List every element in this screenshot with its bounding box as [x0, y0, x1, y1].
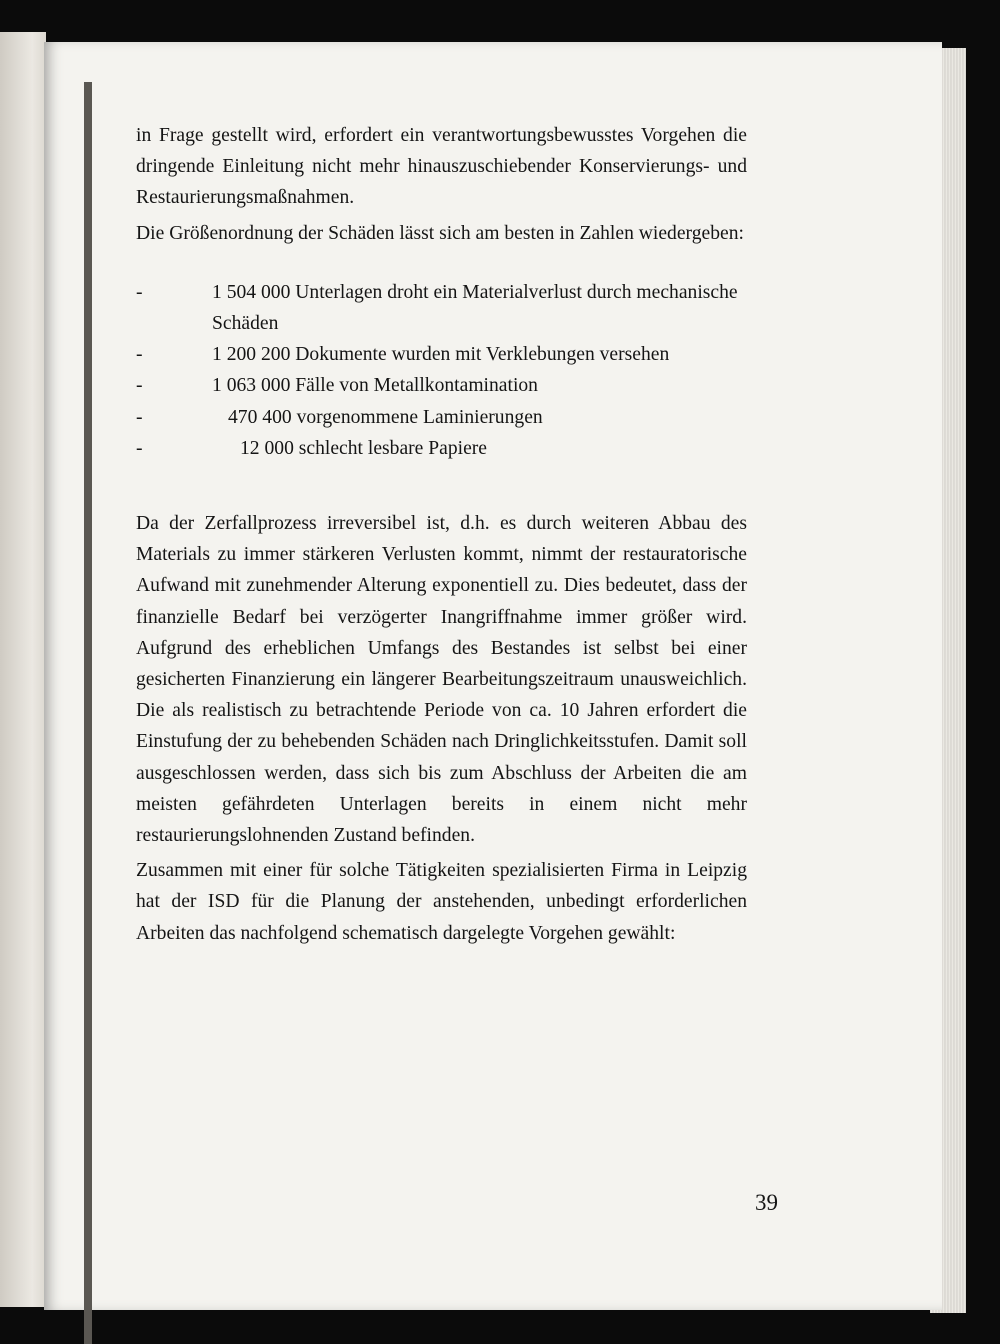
list-item: [136, 402, 747, 433]
list-item: [136, 433, 747, 464]
list-dash: -: [136, 281, 143, 303]
list-item: [136, 277, 747, 339]
paragraph-2: Die Größenordnung der Schäden lässt sich am besten in Zahlen wiedergeben:: [136, 222, 744, 244]
paragraph-4: Zusammen mit einer für solche Tätigkeiten spezialisierten Firma in Leipzig hat der ISD für die Planung der anstehenden, unbedingt erforderlichen Arbeiten das nachfolgend schematisch dargelegte Vorgehen gewählt:: [136, 860, 747, 944]
page-text: [136, 120, 747, 949]
list-dash: -: [136, 344, 143, 366]
paragraph-3: Da der Zerfallprozess irreversibel ist, d.h. es durch weiteren Abbau des Materials zu immer stärkeren Verlusten kommt, nimmt der restauratorische Aufwand mit zunehmender Alterung exponentiell zu. Dies bedeutet, dass der finanzielle Bedarf bei verzögerter Inangriffnahme immer größer wird. Aufgrund des erheblichen Umfangs des Bestandes ist selbst bei einer gesicherten Finanzierung ein längerer Bearbeitungszeitraum unausweichlich. Die als realistisch zu betrachtende Periode von ca. 10 Jahren erfordert die Einstufung der zu behebenden Schäden nach Dringlichkeitsstufen. Damit soll ausgeschlossen werden, dass sich bis zum Abschluss der Arbeiten die am meisten gefährdeten Unterlagen bereits in einem nicht mehr restaurierungslohnenden Zustand befinden.: [136, 513, 747, 847]
list-dash: -: [136, 375, 143, 397]
spine-shadow: [84, 82, 92, 1344]
list-item-text: 12 000 schlecht lesbare Papiere: [240, 437, 488, 459]
list-dash: -: [136, 437, 143, 459]
page-number: 39: [755, 1190, 778, 1215]
list-dash: -: [136, 406, 143, 428]
list-item: [136, 339, 747, 370]
paragraph-1: in Frage gestellt wird, erfordert ein verantwortungsbewusstes Vorgehen die dringende Einleitung nicht mehr hinauszuschiebender Konservierungs- und Restaurierungsmaßnahmen.: [136, 125, 747, 209]
list-item-text: 470 400 vorgenommene Laminierungen: [228, 406, 543, 428]
damage-list: [136, 277, 747, 464]
list-item-text: 1 063 000 Fälle von Metallkontamination: [212, 375, 538, 397]
list-item-text: 1 504 000 Unterlagen droht ein Materialverlust durch mechanische Schäden: [212, 281, 738, 335]
list-item: [136, 370, 747, 401]
left-page-edge: [0, 32, 46, 1307]
list-item-text: 1 200 200 Dokumente wurden mit Verklebungen versehen: [212, 344, 670, 366]
